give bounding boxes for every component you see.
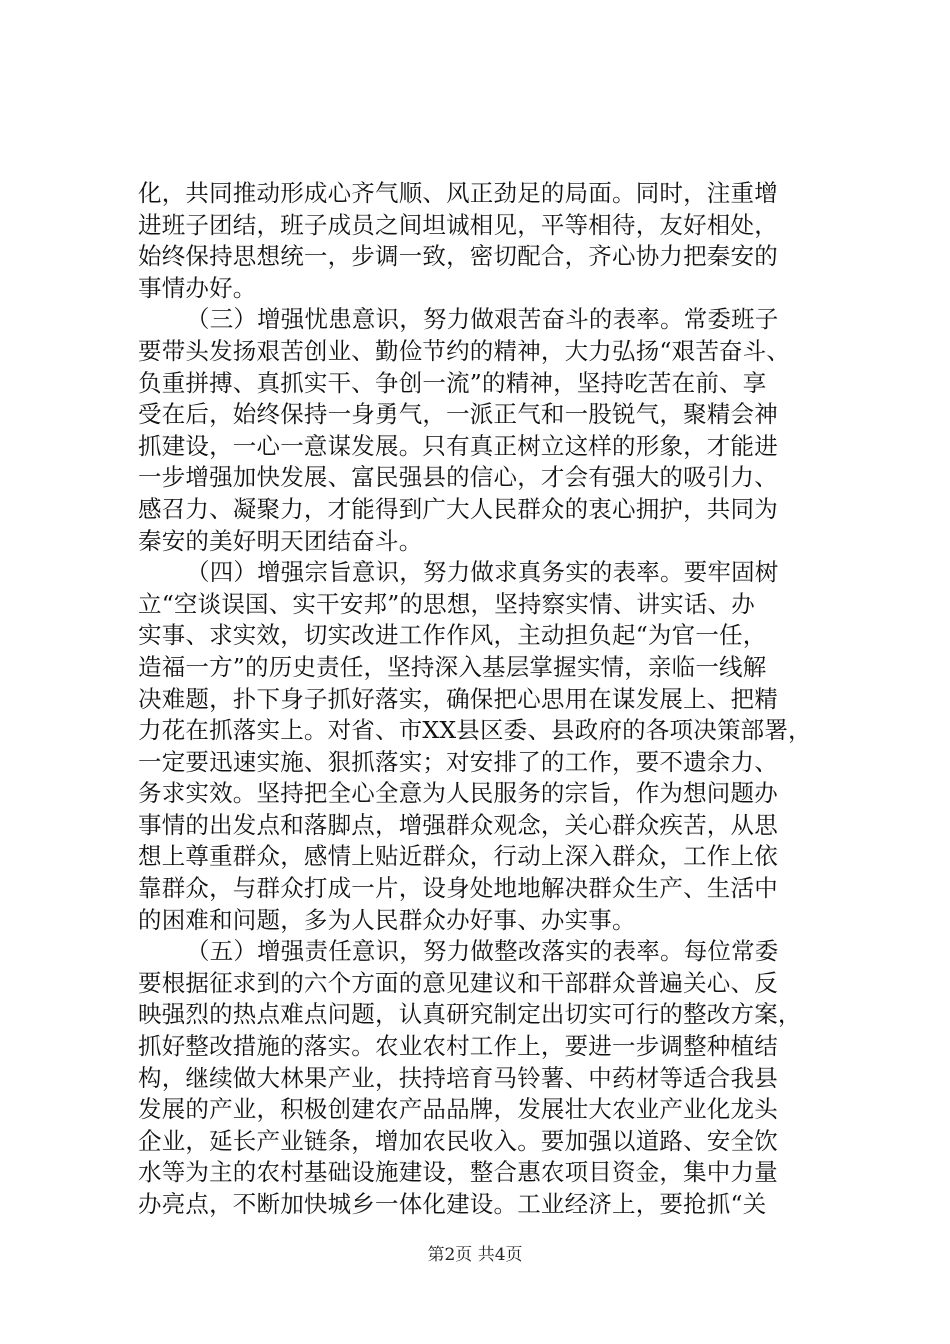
text-line: 靠群众，与群众打成一片，设身处地地解决群众生产、生活中: [138, 874, 778, 903]
text-line: 决难题，扑下身子抓好落实，确保把心思用在谋发展上、把精: [138, 684, 778, 713]
text-line: 要带头发扬艰苦创业、勤俭节约的精神，大力弘扬“艰苦奋斗、: [138, 336, 791, 365]
text-line: 事情办好。: [138, 273, 257, 302]
text-line: 一步增强加快发展、富民强县的信心，才会有强大的吸引力、: [138, 463, 778, 492]
text-line: 企业，延长产业链条，增加农民收入。要加强以道路、安全饮: [138, 1126, 778, 1155]
text-line: 感召力、凝聚力，才能得到广大人民群众的衷心拥护，共同为: [138, 494, 778, 523]
text-line: 要根据征求到的六个方面的意见建议和干部群众普遍关心、反: [138, 968, 778, 997]
text-line: 的困难和问题，多为人民群众办好事、办实事。: [138, 905, 636, 934]
text-line: 一定要迅速实施、狠抓落实；对安排了的工作，要不遗余力、: [138, 747, 778, 776]
text-line: 始终保持思想统一，步调一致，密切配合，齐心协力把秦安的: [138, 242, 778, 271]
text-line: 秦安的美好明天团结奋斗。: [138, 526, 423, 555]
text-line: 力花在抓落实上。对省、市XX县区委、县政府的各项决策部署，: [138, 716, 812, 745]
text-line: 实事、求实效，切实改进工作作风，主动担负起“为官一任，: [138, 621, 767, 650]
text-line: 立“空谈误国、实干安邦”的思想，坚持察实情、讲实话、办: [138, 589, 755, 618]
paragraph-start-line: （三）增强忧患意识，努力做艰苦奋斗的表率。常委班子: [186, 305, 779, 334]
paragraph-start-line: （五）增强责任意识，努力做整改落实的表率。每位常委: [186, 937, 779, 966]
text-line: 进班子团结，班子成员之间坦诚相见，平等相待，友好相处，: [138, 210, 778, 239]
document-body: [138, 178, 838, 1221]
text-line: 造福一方”的历史责任，坚持深入基层掌握实情，亲临一线解: [138, 652, 767, 681]
text-line: 发展的产业，积极创建农产品品牌，发展壮大农业产业化龙头: [138, 1095, 778, 1124]
text-line: 抓建设，一心一意谋发展。只有真正树立这样的形象，才能进: [138, 431, 778, 460]
text-line: 办亮点，不断加快城乡一体化建设。工业经济上，要抢抓“关: [138, 1190, 767, 1218]
text-line: 构，继续做大林果产业，扶持培育马铃薯、中药材等适合我县: [138, 1063, 778, 1092]
text-line: 负重拼搏、真抓实干、争创一流”的精神，坚持吃苦在前、享: [138, 368, 767, 397]
text-line: 事情的出发点和落脚点，增强群众观念，关心群众疾苦，从思: [138, 810, 778, 839]
text-line: 务求实效。坚持把全心全意为人民服务的宗旨，作为想问题办: [138, 779, 778, 808]
text-line: 受在后，始终保持一身勇气，一派正气和一股锐气，聚精会神: [138, 400, 778, 429]
paragraph-start-line: （四）增强宗旨意识，努力做求真务实的表率。要牢固树: [186, 558, 779, 587]
text-line: 化，共同推动形成心齐气顺、风正劲足的局面。同时，注重增: [138, 179, 778, 207]
text-line: 抓好整改措施的落实。农业农村工作上，要进一步调整种植结: [138, 1032, 778, 1061]
text-line: 水等为主的农村基础设施建设，整合惠农项目资金，集中力量: [138, 1158, 778, 1187]
page-number-footer: 第2页 共4页: [427, 1245, 523, 1265]
text-line: 映强烈的热点难点问题，认真研究制定出切实可行的整改方案，: [138, 1000, 802, 1029]
text-line: 想上尊重群众，感情上贴近群众，行动上深入群众，工作上依: [138, 842, 778, 871]
